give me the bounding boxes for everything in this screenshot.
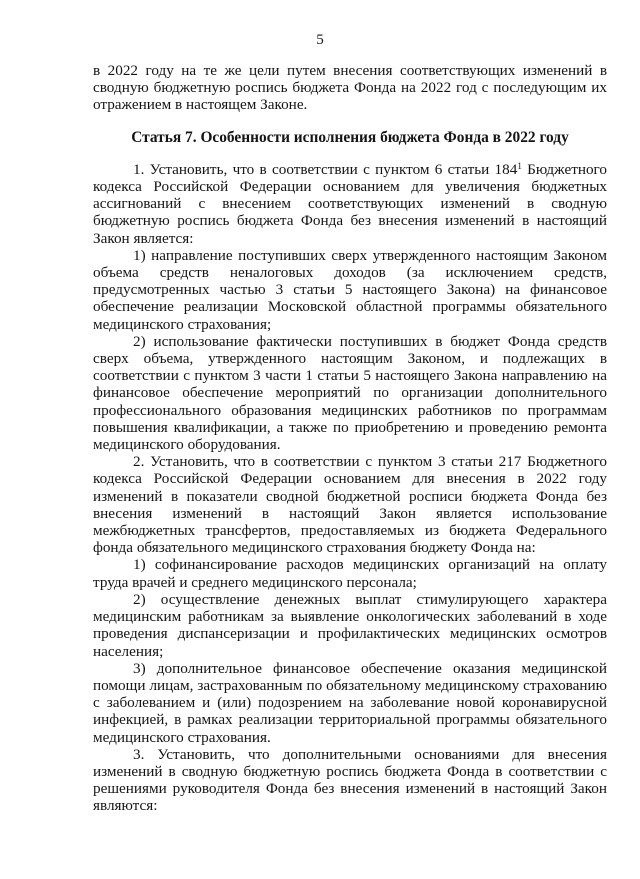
clause-2: 2. Установить, что в соответствии с пунктом 3 статьи 217 Бюджетного кодекса Российской Федерации основанием для внесения в 2022 году изменений в показатели сводной бюджетной росписи бюджета Фонда без внесения изменений в настоящий Закон является использование межбюджетных трансфертов, предоставляемых из бюджета Федерального фонда обязательного медицинского страхования бюджету Фонда на: <box>93 453 607 557</box>
document-body <box>93 62 607 815</box>
clause-2-item-2: 2) осуществление денежных выплат стимулирующего характера медицинским работникам за выявление онкологических заболеваний в ходе проведения диспансеризации и профилактических медицинских осмотров населения; <box>93 590 607 660</box>
superscript: 1 <box>517 160 522 171</box>
clause-1-item-1: 1) направление поступивших сверх утвержденного настоящим Законом объема средств неналоговых доходов (за исключением средств, предусмотренных частью 3 статьи 5 настоящего Закона) на финансовое обеспечение реализации Московской областной программы обязательного медицинского страхования; <box>93 246 607 333</box>
clause-1: 1. Установить, что в соответствии с пунктом 6 статьи $184^1$ Бюджетного кодекса Российской Федерации основанием для увеличения бюджетных ассигнований с внесением соответствующих изменений в сводную бюджетную роспись бюджета Фонда без внесения изменений в настоящий Закон является: <box>93 160 607 247</box>
clause-2-item-3: 3) дополнительное финансовое обеспечение оказания медицинской помощи лицам, застрахованным по обязательному медицинскому страхованию с заболеванием и (или) подозрением на заболевание новой коронавирусной инфекцией, в рамках реализации территориальной программы обязательного медицинского страхования. <box>93 659 607 746</box>
page-number: 5 <box>316 32 324 48</box>
paragraph-continuation: в 2022 году на те же цели путем внесения соответствующих изменений в сводную бюджетную роспись бюджета Фонда на 2022 год с последующим их отражением в настоящем Законе. <box>93 62 607 114</box>
clause-1-item-2: 2) использование фактически поступивших в бюджет Фонда средств сверх объема, утвержденного настоящим Законом, и подлежащих в соответствии с пунктом 3 части 1 статьи 5 настоящего Закона направлению на финансовое обеспечение мероприятий по организации дополнительного профессионального образования медицинских работников по программам повышения квалификации, а также по приобретению и проведению ремонта медицинского оборудования. <box>93 332 607 454</box>
clause-3: 3. Установить, что дополнительными основаниями для внесения изменений в сводную бюджетную роспись бюджета Фонда в соответствии с решениями руководителя Фонда без внесения изменений в настоящий Закон являются: <box>93 745 607 815</box>
article-heading: Статья 7. Особенности исполнения бюджета Фонда в 2022 году <box>131 128 569 146</box>
clause-2-item-1: 1) софинансирование расходов медицинских организаций на оплату труда врачей и среднего медицинского персонала; <box>93 556 607 591</box>
